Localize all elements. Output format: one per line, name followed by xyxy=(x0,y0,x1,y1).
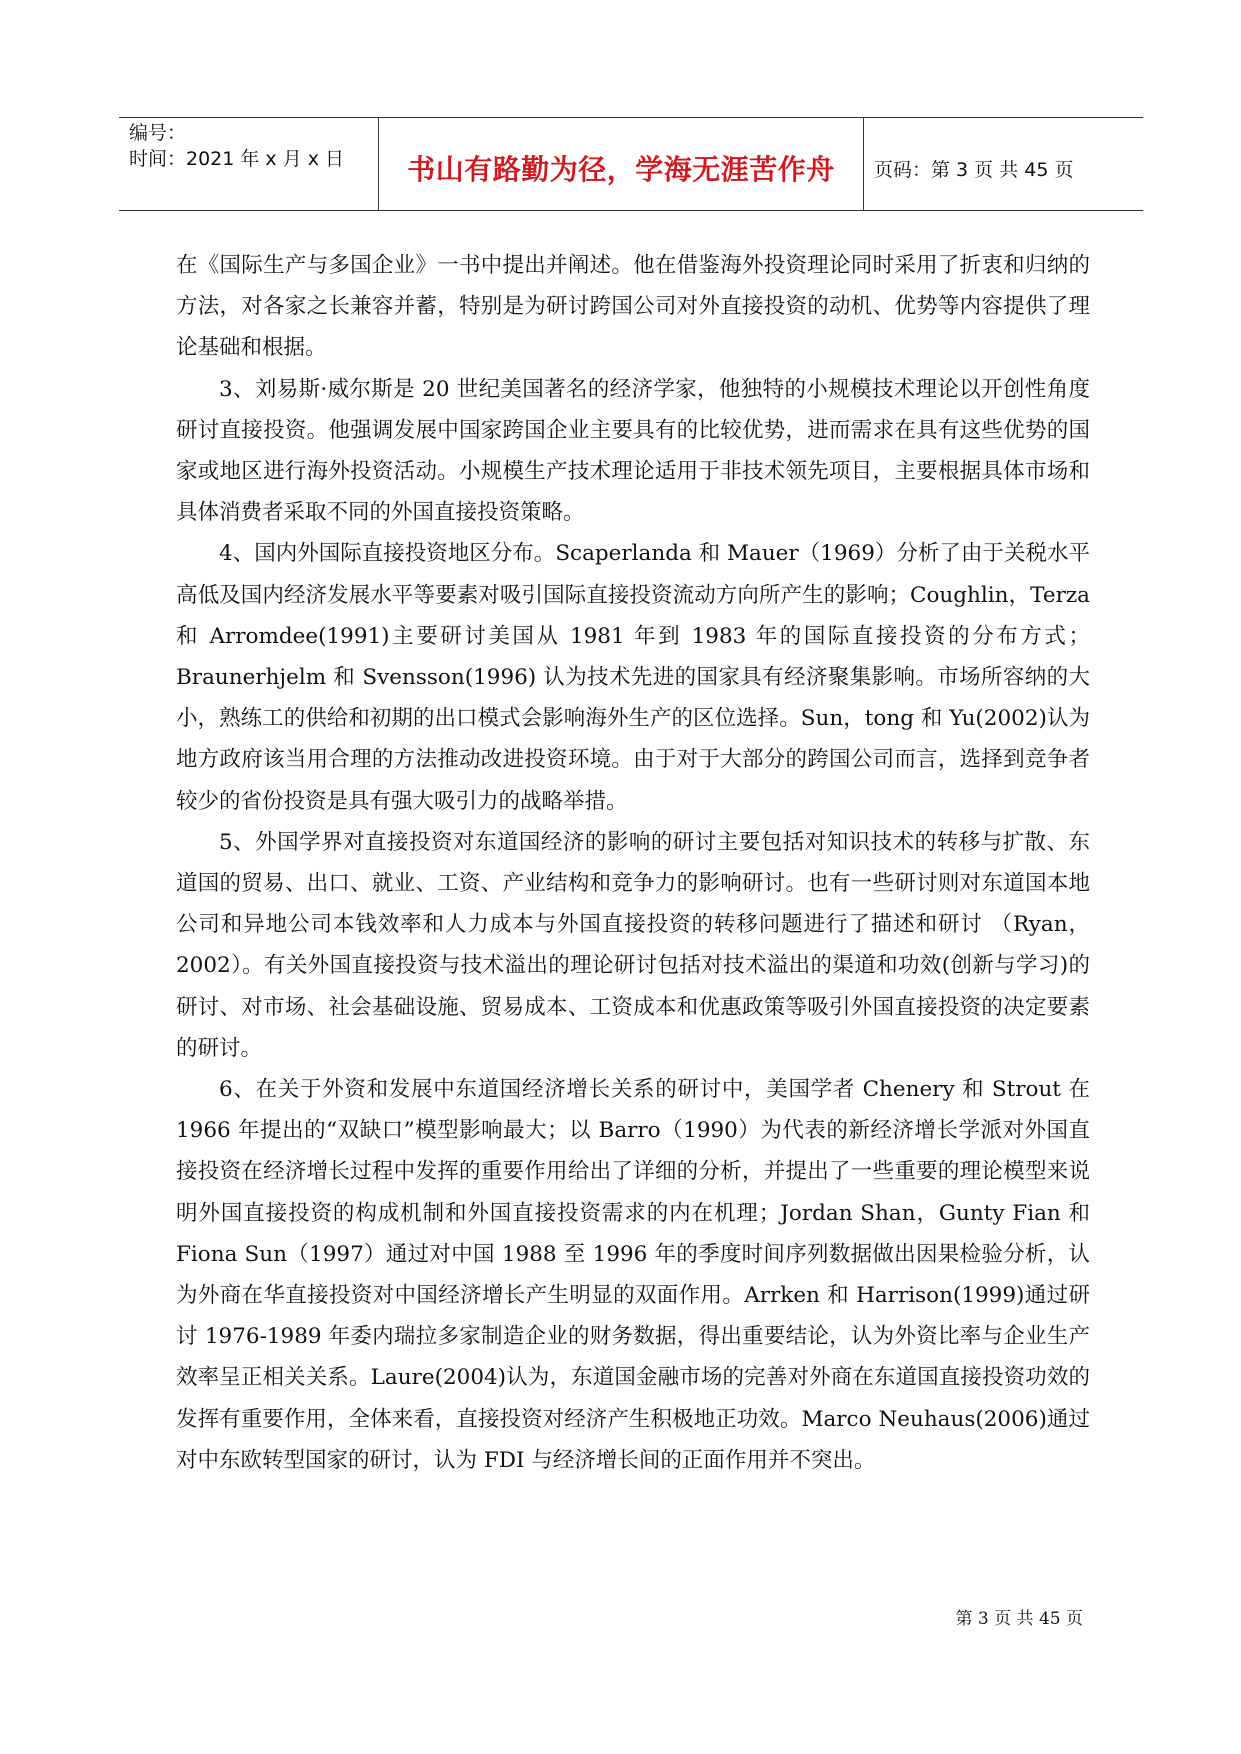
paragraph-4: 4、国内外国际直接投资地区分布。Scaperlanda 和 Mauer（1969）分析了由于关税水平高低及国内经济发展水平等要素对吸引国际直接投资流动方向所产生的影响；Coughlin，Terza 和 Arromdee(1991)主要研讨美国从 1981 年到 1983 年的国际直接投资的分布方式；Braunerhjelm 和 Svensson(1996) 认为技术先进的国家具有经济聚集影响。市场所容纳的大小，熟练工的供给和初期的出口模式会影响海外生产的区位选择。Sun，tong 和 Yu(2002)认为地方政府该当用合理的方法推动改进投资环境。由于对于大部分的跨国公司而言，选择到竞争者较少的省份投资是具有强大吸引力的战略举措。 xyxy=(176,541,1090,814)
header-meta xyxy=(119,118,379,210)
document-date: 时间：2021 年 x 月 x 日 xyxy=(129,148,345,170)
page-header xyxy=(119,117,1143,211)
paragraph-5: 5、外国学界对直接投资对东道国经济的影响的研讨主要包括对知识技术的转移与扩散、东道国的贸易、出口、就业、工资、产业结构和竞争力的影响研讨。也有一些研讨则对东道国本地公司和异地公司本钱效率和人力成本与外国直接投资的转移问题进行了描述和研讨 （Ryan，2002）。有关外国直接投资与技术溢出的理论研讨包括对技术溢出的渠道和功效(创新与学习)的研讨、对市场、社会基础设施、贸易成本、工资成本和优惠政策等吸引外国直接投资的决定要素的研讨。 xyxy=(176,829,1090,1061)
page-footer: 第 3 页 共 45 页 xyxy=(955,1609,1083,1629)
header-motto: 书山有路勤为径，学海无涯苦作舟 xyxy=(379,118,864,210)
document-number: 编号： xyxy=(129,122,187,144)
paragraph-continuation: 在《国际生产与多国企业》一书中提出并阐述。他在借鉴海外投资理论同时采用了折衷和归纳的方法，对各家之长兼容并蓄，特别是为研讨跨国公司对外直接投资的动机、优势等内容提供了理论基础和根据。 xyxy=(176,253,1090,361)
header-page-number: 页码：第 3 页 共 45 页 xyxy=(874,158,1074,181)
paragraph-3: 3、刘易斯·威尔斯是 20 世纪美国著名的经济学家，他独特的小规模技术理论以开创性角度研讨直接投资。他强调发展中国家跨国企业主要具有的比较优势，进而需求在具有这些优势的国家或地区进行海外投资活动。小规模生产技术理论适用于非技术领先项目，主要根据具体市场和具体消费者采取不同的外国直接投资策略。 xyxy=(176,376,1090,526)
paragraph-6: 6、在关于外资和发展中东道国经济增长关系的研讨中，美国学者 Chenery 和 Strout 在 1966 年提出的“双缺口”模型影响最大；以 Barro（1990）为代表的新经济增长学派对外国直接投资在经济增长过程中发挥的重要作用给出了详细的分析，并提出了一些重要的理论模型来说明外国直接投资的构成机制和外国直接投资需求的内在机理；Jordan Shan，Gunty Fian 和 Fiona Sun（1997）通过对中国 1988 至 1996 年的季度时间序列数据做出因果检验分析，认为外商在华直接投资对中国经济增长产生明显的双面作用。Arrken 和 Harrison(1999)通过研讨 1976-1989 年委内瑞拉多家制造企业的财务数据，得出重要结论，认为外资比率与企业生产效率呈正相关关系。Laure(2004)认为，东道国金融市场的完善对外商在东道国直接投资功效的发挥有重要作用，全体来看，直接投资对经济产生积极地正功效。Marco Neuhaus(2006)通过对中东欧转型国家的研讨，认为 FDI 与经济增长间的正面作用并不突出。 xyxy=(176,1077,1090,1473)
document-body xyxy=(176,245,1090,1481)
